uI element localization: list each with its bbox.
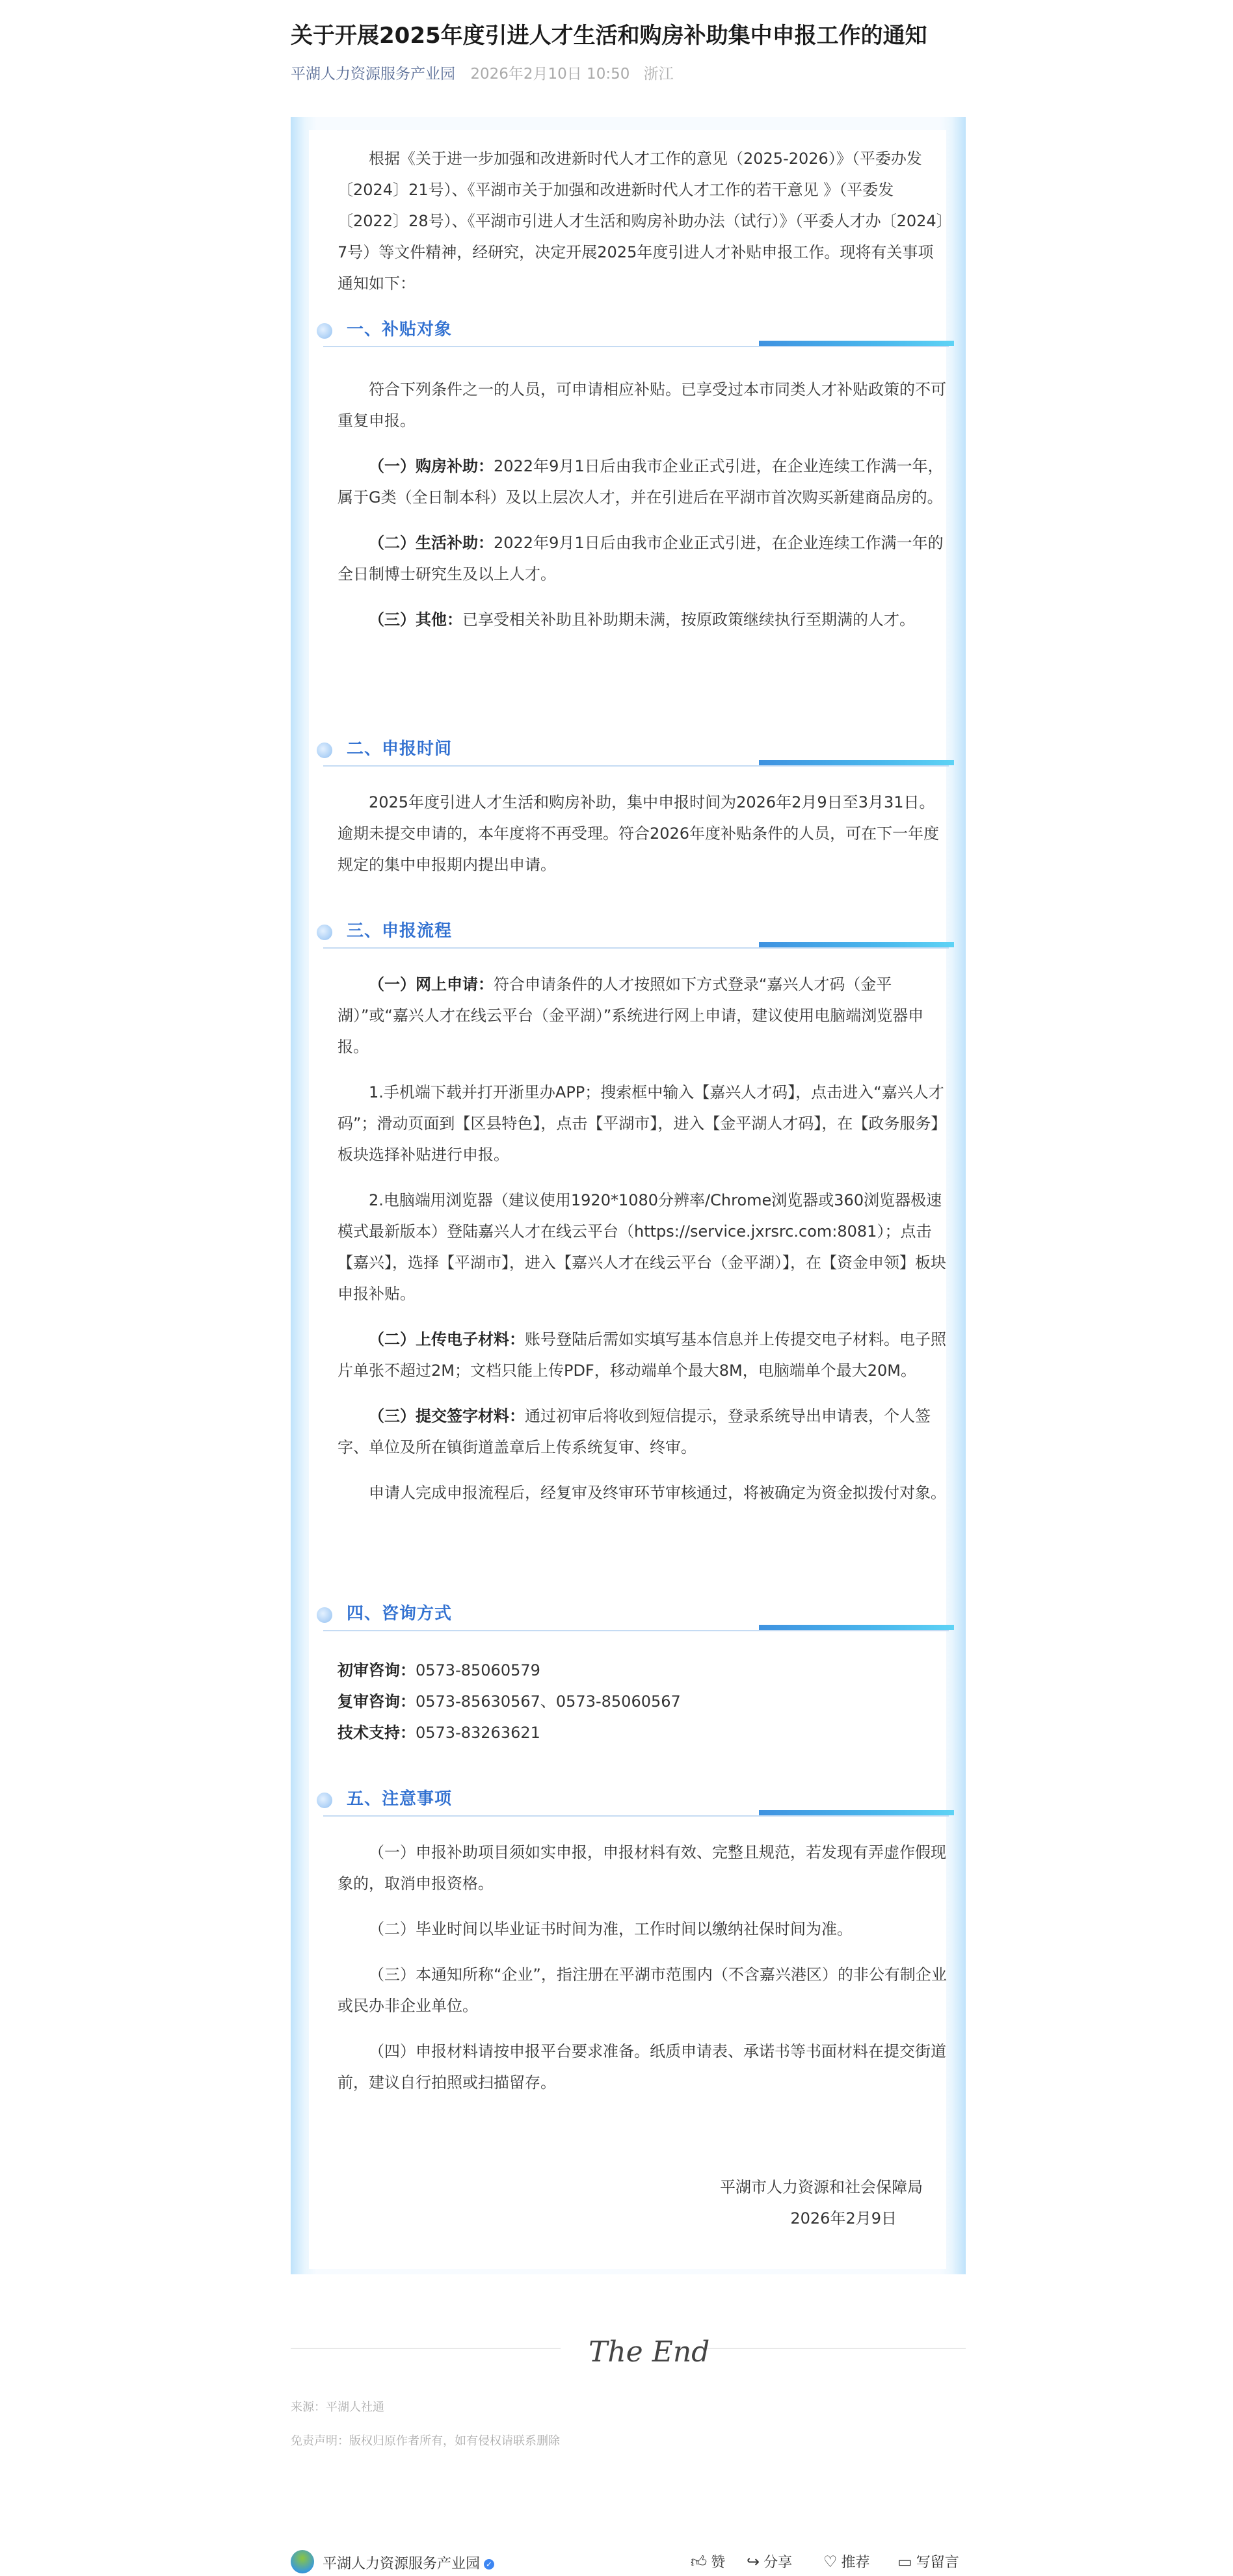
signature [338, 2172, 923, 2234]
bullet-dot [317, 1793, 332, 1808]
paragraph: （三）其他：已享受相关补助且补助期未满，按原政策继续执行至期满的人才。 [369, 611, 915, 629]
paragraph: （二）毕业时间以毕业证书时间为准，工作时间以缴纳社保时间为准。 [369, 1920, 853, 1938]
bullet-dot [317, 925, 332, 940]
intro-paragraph: 根据《关于进一步加强和改进新时代人才工作的意见（2025-2026）》（平委办发〔2024〕21号）、《平湖市关于加强和改进新时代人才工作的若干意见 》（平委发〔2022〕28号）、《平湖市引进人才生活和购房补助办法（试行）》（平委人才办〔2024〕7号）等文件精神，经研究，决定开展2025年度引进人才补贴申报工作。现将有关事项通知如下： [338, 150, 944, 293]
bullet-dot [317, 1607, 332, 1623]
heart-icon: ♡ [823, 2553, 838, 2571]
the-end-mark: The End [589, 2335, 710, 2369]
section-title: 二、申报时间 [347, 739, 453, 759]
bullet-dot [317, 743, 332, 758]
paragraph: （一）网上申请：符合申请条件的人才按照如下方式登录“嘉兴人才码（金平湖）”或“嘉兴人才在线云平台（金平湖）”系统进行网上申请，建议使用电脑端浏览器申报。 [338, 975, 924, 1056]
verified-icon: ✓ [484, 2559, 494, 2569]
paragraph: （一）申报补助项目须如实申报，申报材料有效、完整且规范，若发现有弄虚作假现象的，取消申报资格。 [338, 1843, 946, 1893]
section-header-5 [323, 1778, 949, 1817]
account-link[interactable]: 平湖人力资源服务产业园 [291, 66, 455, 83]
signature-date: 2026年2月9日 [790, 2209, 897, 2228]
source-text: 来源：平湖人社通 [291, 2400, 384, 2414]
like-button[interactable]: 👍︎ 赞 [691, 2553, 726, 2571]
divider [696, 2348, 966, 2349]
paragraph: （三）提交签字材料：通过初审后将收到短信提示，登录系统导出申请表，个人签字、单位及所在镇街道盖章后上传系统复审、终审。 [338, 1407, 931, 1456]
contact-line: 技术支持：0573-83263621 [338, 1724, 540, 1742]
paragraph: 申请人完成申报流程后，经复审及终审环节审核通过，将被确定为资金拟拨付对象。 [369, 1484, 946, 1502]
section-title: 四、咨询方式 [347, 1604, 453, 1623]
paragraph: （二）上传电子材料：账号登陆后需如实填写基本信息并上传提交电子材料。电子照片单张不超过2M；文档只能上传PDF，移动端单个最大8M，电脑端单个最大20M。 [338, 1330, 946, 1380]
article-title: 关于开展2025年度引进人才生活和购房补助集中申报工作的通知 [291, 23, 927, 49]
recommend-button[interactable]: ♡ 推荐 [823, 2553, 870, 2571]
signature-org: 平湖市人力资源和社会保障局 [720, 2178, 923, 2196]
contact-line: 复审咨询：0573-85630567、0573-85060567 [338, 1692, 681, 1711]
section-header-2 [323, 728, 949, 767]
contact-line: 初审咨询：0573-85060579 [338, 1661, 540, 1679]
disclaimer-text: 免责声明：版权归原作者所有，如有侵权请联系删除 [291, 2434, 560, 2448]
paragraph: 符合下列条件之一的人员，可申请相应补贴。已享受过本市同类人才补贴政策的不可重复申报。 [338, 380, 946, 430]
paragraph: （四）申报材料请按申报平台要求准备。纸质申请表、承诺书等书面材料在提交街道前，建议自行拍照或扫描留存。 [338, 2042, 946, 2092]
paragraph: 2025年度引进人才生活和购房补助，集中申报时间为2026年2月9日至3月31日。逾期未提交申请的，本年度将不再受理。符合2026年度补贴条件的人员，可在下一年度规定的集中申报期内提出申请。 [338, 793, 940, 874]
divider [291, 2348, 561, 2349]
paragraph: 1.手机端下载并打开浙里办APP；搜索框中输入【嘉兴人才码】，点击进入“嘉兴人才码”；滑动页面到【区县特色】，点击【平湖市】，进入【金平湖人才码】，在【政务服务】板块选择补贴进行申报。 [338, 1083, 947, 1164]
bullet-dot [317, 323, 332, 339]
publish-date: 2026年2月10日 10:50 [470, 66, 630, 83]
share-icon: ↪ [747, 2553, 760, 2571]
account-avatar[interactable] [291, 2550, 314, 2573]
thumb-up-icon: 👍︎ [691, 2553, 708, 2571]
section-header-1 [323, 309, 949, 348]
comment-button[interactable]: ▭ 写留言 [897, 2553, 959, 2571]
share-button[interactable]: ↪ 分享 [747, 2553, 793, 2571]
section-title: 三、申报流程 [347, 921, 453, 941]
paragraph: （二）生活补助：2022年9月1日后由我市企业正式引进，在企业连续工作满一年的全日制博士研究生及以上人才。 [338, 534, 944, 583]
section-header-3 [323, 910, 949, 949]
paragraph: 2.电脑端用浏览器（建议使用1920*1080分辨率/Chrome浏览器或360浏览器极速模式最新版本）登陆嘉兴人才在线云平台（https://service.jxrsrc.com:8081）；点击【嘉兴】，选择【平湖市】，进入【嘉兴人才在线云平台（金平湖）】，在【资金申领】板块申报补贴。 [338, 1191, 946, 1303]
comment-icon: ▭ [897, 2553, 912, 2571]
paragraph: （三）本通知所称“企业”，指注册在平湖市范围内（不含嘉兴港区）的非公有制企业或民办非企业单位。 [338, 1965, 947, 2015]
region: 浙江 [643, 66, 674, 83]
section-header-4 [323, 1593, 949, 1632]
account-name[interactable]: 平湖人力资源服务产业园 ✓ [323, 2553, 494, 2573]
article-meta [291, 62, 683, 83]
section-title: 五、注意事项 [347, 1789, 453, 1809]
paragraph: （一）购房补助：2022年9月1日后由我市企业正式引进，在企业连续工作满一年，属于G类（全日制本科）及以上层次人才，并在引进后在平湖市首次购买新建商品房的。 [338, 457, 944, 506]
section-title: 一、补贴对象 [347, 320, 453, 339]
